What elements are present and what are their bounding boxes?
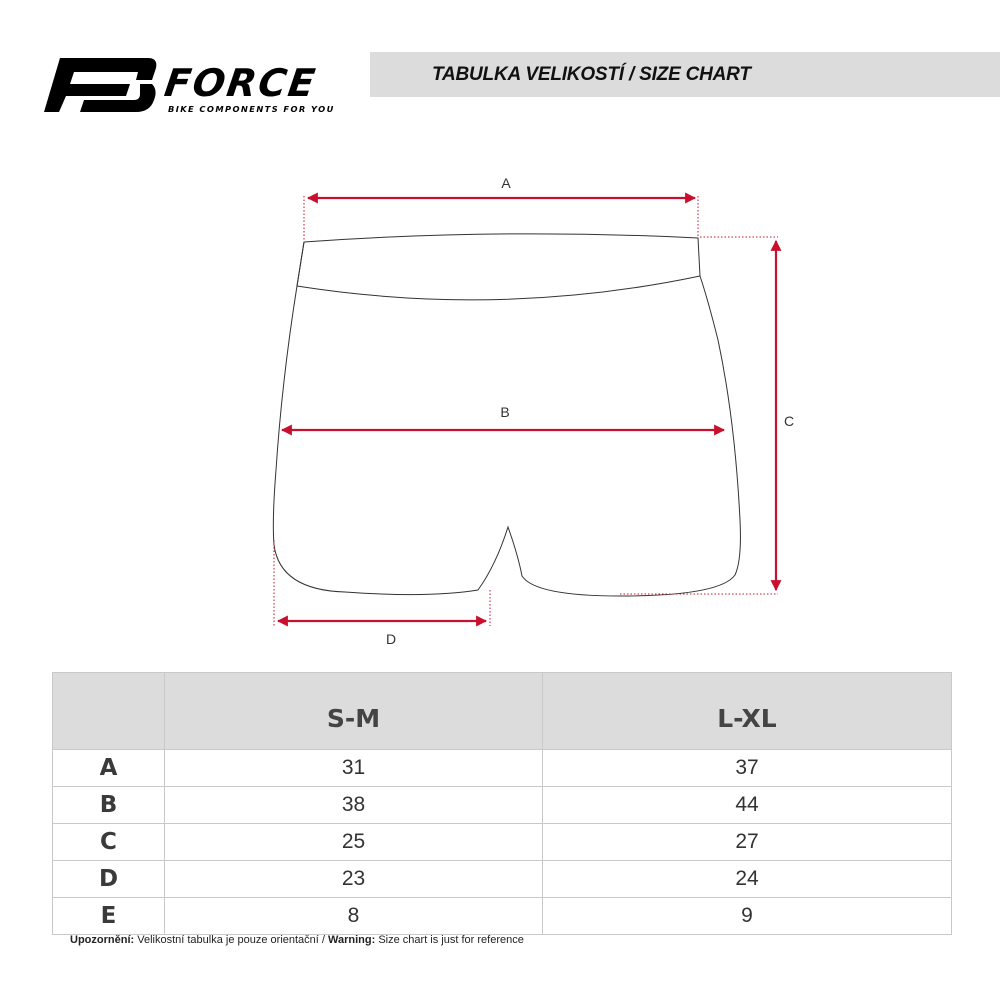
- row-key: A: [53, 750, 165, 787]
- row-key: C: [53, 824, 165, 861]
- footer-warning: [70, 934, 524, 946]
- cell-value: 37: [543, 750, 952, 787]
- table-row: [53, 750, 952, 787]
- cell-value: 23: [165, 861, 543, 898]
- table-header-row: [53, 673, 952, 750]
- page-title: TABULKA VELIKOSTÍ / SIZE CHART: [432, 64, 751, 85]
- cell-value: 24: [543, 861, 952, 898]
- table-row: [53, 824, 952, 861]
- brand-tagline: BIKE COMPONENTS FOR YOU: [168, 104, 335, 114]
- table-row: [53, 861, 952, 898]
- warning-en-label: Warning:: [328, 934, 376, 946]
- cell-value: 44: [543, 787, 952, 824]
- table-row: [53, 898, 952, 935]
- size-table: [52, 672, 952, 935]
- warning-cz-text: Velikostní tabulka je pouze orientační /: [137, 934, 325, 946]
- brand-name: FORCE: [161, 61, 320, 105]
- table-row: [53, 787, 952, 824]
- row-key: D: [53, 861, 165, 898]
- cell-value: 25: [165, 824, 543, 861]
- dimension-b-label: B: [500, 404, 510, 420]
- row-key: E: [53, 898, 165, 935]
- cell-value: 9: [543, 898, 952, 935]
- dimension-d-label: D: [385, 631, 397, 647]
- row-key: B: [53, 787, 165, 824]
- cell-value: 8: [165, 898, 543, 935]
- table-corner-cell: [53, 673, 165, 750]
- column-header-l-xl: L-XL: [543, 673, 952, 750]
- warning-cz-label: Upozornění:: [70, 934, 135, 946]
- warning-en-text: Size chart is just for reference: [378, 934, 524, 946]
- cell-value: 27: [543, 824, 952, 861]
- column-header-s-m: S-M: [165, 673, 543, 750]
- dimension-a-label: A: [501, 175, 511, 191]
- cell-value: 31: [165, 750, 543, 787]
- dimension-c-label: C: [783, 413, 795, 429]
- cell-value: 38: [165, 787, 543, 824]
